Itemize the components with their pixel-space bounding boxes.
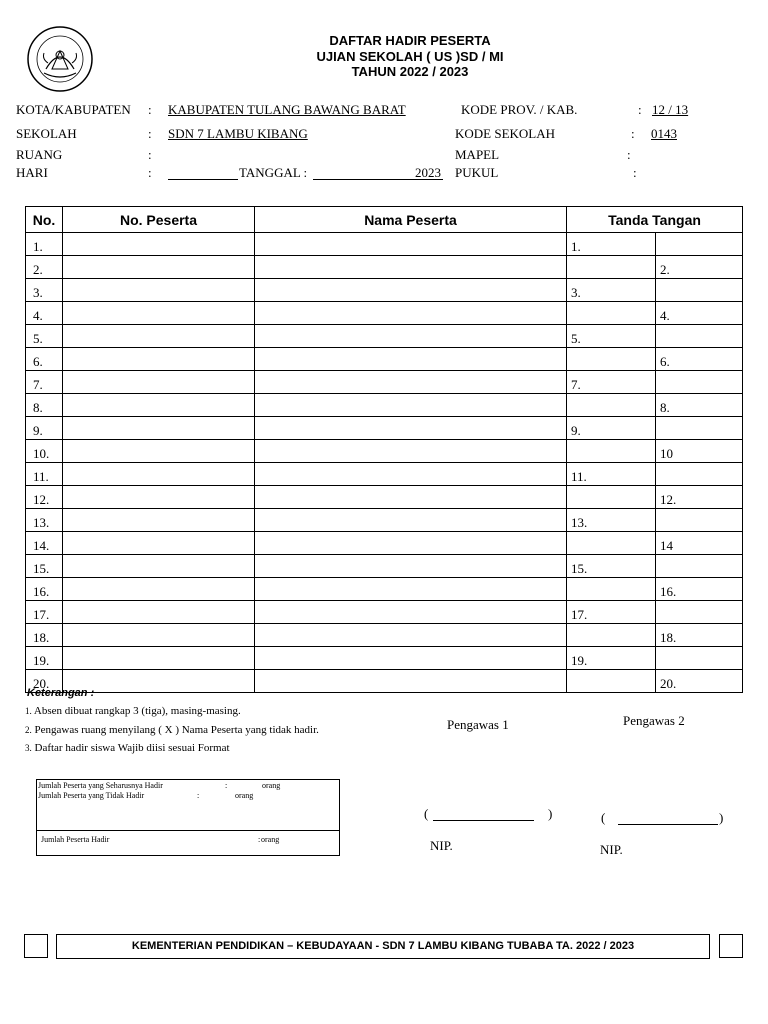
no-peserta-cell [63, 601, 255, 624]
signature-cell-right [656, 509, 743, 532]
summary-unit: orang [262, 781, 281, 790]
colon: : [148, 165, 152, 180]
attendance-rows [26, 233, 743, 693]
signature-cell-right: 10 [656, 440, 743, 463]
signature-cell-left: 1. [567, 233, 656, 256]
notes-title: Keterangan : [27, 687, 95, 699]
pengawas-1-nip: NIP. [430, 838, 453, 853]
table-header-row [26, 207, 743, 233]
row-number: 3. [26, 279, 63, 302]
no-peserta-cell [63, 348, 255, 371]
header-no-peserta: No. Peserta [63, 207, 255, 233]
no-peserta-cell [63, 417, 255, 440]
row-number: 18. [26, 624, 63, 647]
nama-peserta-cell [255, 555, 567, 578]
row-number: 17. [26, 601, 63, 624]
signature-cell-right: 6. [656, 348, 743, 371]
mapel-label: MAPEL [455, 147, 500, 162]
signature-cell-right: 4. [656, 302, 743, 325]
signature-cell-right [656, 371, 743, 394]
signature-cell-left [567, 486, 656, 509]
header-nama-peserta: Nama Peserta [255, 207, 567, 233]
colon: : [258, 835, 261, 844]
summary-divider [37, 830, 339, 831]
table-row [26, 486, 743, 509]
signature-cell-left [567, 670, 656, 693]
nama-peserta-cell [255, 233, 567, 256]
nama-peserta-cell [255, 371, 567, 394]
signature-cell-right [656, 325, 743, 348]
attendance-summary-box [36, 779, 340, 856]
footer-banner: KEMENTERIAN PENDIDIKAN – KEBUDAYAAN - SDN 7 LAMBU KIBANG TUBABA TA. 2022 / 2023 [56, 934, 710, 959]
signature-cell-right: 8. [656, 394, 743, 417]
nama-peserta-cell [255, 670, 567, 693]
signature-cell-left: 15. [567, 555, 656, 578]
header-no: No. [26, 207, 63, 233]
row-number: 2. [26, 256, 63, 279]
signature-cell-right: 18. [656, 624, 743, 647]
footer-left-square [24, 934, 48, 958]
nama-peserta-cell [255, 647, 567, 670]
exam-name: UJIAN SEKOLAH ( US )SD / MI [316, 49, 504, 64]
signature-cell-right: 16. [656, 578, 743, 601]
nama-peserta-cell [255, 348, 567, 371]
row-number: 9. [26, 417, 63, 440]
row-number: 16. [26, 578, 63, 601]
open-paren: ( [424, 806, 429, 821]
kode-prov-value: 12 / 13 [652, 102, 689, 117]
signature-cell-left: 5. [567, 325, 656, 348]
summary-present-label: Jumlah Peserta Hadir [41, 835, 110, 844]
signature-cell-left: 19. [567, 647, 656, 670]
signature-cell-left [567, 440, 656, 463]
no-peserta-cell [63, 302, 255, 325]
signature-cell-right [656, 601, 743, 624]
no-peserta-cell [63, 532, 255, 555]
hari-label: HARI [16, 165, 48, 180]
no-peserta-cell [63, 578, 255, 601]
kode-sekolah-value: 0143 [651, 126, 677, 141]
summary-expected-label: Jumlah Peserta yang Seharusnya Hadir [38, 781, 163, 790]
nama-peserta-cell [255, 302, 567, 325]
signature-cell-left [567, 394, 656, 417]
table-row [26, 624, 743, 647]
signature-cell-right [656, 279, 743, 302]
signature-cell-right: 12. [656, 486, 743, 509]
no-peserta-cell [63, 509, 255, 532]
table-row [26, 463, 743, 486]
row-number: 13. [26, 509, 63, 532]
no-peserta-cell [63, 463, 255, 486]
signature-cell-right [656, 555, 743, 578]
tanggal-label: TANGGAL : [239, 165, 308, 180]
nama-peserta-cell [255, 509, 567, 532]
nama-peserta-cell [255, 417, 567, 440]
footer-right-square [719, 934, 743, 958]
kota-label: KOTA/KABUPATEN [16, 102, 131, 117]
no-peserta-cell [63, 624, 255, 647]
open-paren: ( [601, 810, 606, 825]
table-row [26, 256, 743, 279]
table-row [26, 647, 743, 670]
pengawas-2-signature-line [618, 824, 718, 825]
pengawas-2-nip: NIP. [600, 842, 623, 857]
colon: : [197, 791, 200, 800]
row-number: 7. [26, 371, 63, 394]
close-paren: ) [719, 810, 724, 825]
row-number: 1. [26, 233, 63, 256]
note-item: 1. Absen dibuat rangkap 3 (tiga), masing-masing. [25, 705, 241, 717]
signature-cell-left [567, 624, 656, 647]
signature-cell-left: 3. [567, 279, 656, 302]
colon: : [148, 147, 152, 162]
colon: : [627, 147, 631, 162]
no-peserta-cell [63, 256, 255, 279]
summary-absent-label: Jumlah Peserta yang Tidak Hadir [38, 791, 145, 800]
school-year: TAHUN 2022 / 2023 [351, 64, 469, 79]
pengawas-1-signature-line [433, 820, 534, 821]
table-row [26, 302, 743, 325]
signature-cell-left: 11. [567, 463, 656, 486]
signature-cell-left [567, 348, 656, 371]
table-row [26, 601, 743, 624]
no-peserta-cell [63, 279, 255, 302]
kode-prov-label: KODE PROV. / KAB. [461, 102, 578, 117]
signature-cell-right [656, 233, 743, 256]
pengawas-2-label: Pengawas 2 [623, 713, 685, 728]
close-paren: ) [548, 806, 553, 821]
colon: : [638, 102, 642, 117]
colon: : [631, 126, 635, 141]
row-number: 12. [26, 486, 63, 509]
row-number: 20. [26, 670, 63, 693]
row-number: 8. [26, 394, 63, 417]
no-peserta-cell [63, 647, 255, 670]
hari-blank-line [168, 179, 238, 180]
note-item: 3. Daftar hadir siswa Wajib diisi sesuai Format [25, 742, 230, 754]
signature-cell-right [656, 417, 743, 440]
signature-cell-left [567, 256, 656, 279]
row-number: 14. [26, 532, 63, 555]
ruang-label: RUANG [16, 147, 63, 162]
nama-peserta-cell [255, 486, 567, 509]
nama-peserta-cell [255, 578, 567, 601]
signature-cell-right: 2. [656, 256, 743, 279]
sekolah-value: SDN 7 LAMBU KIBANG [168, 126, 308, 141]
signature-cell-left [567, 302, 656, 325]
row-number: 11. [26, 463, 63, 486]
table-row [26, 509, 743, 532]
table-row [26, 348, 743, 371]
nama-peserta-cell [255, 325, 567, 348]
attendance-table [25, 206, 743, 693]
table-row [26, 371, 743, 394]
no-peserta-cell [63, 394, 255, 417]
signature-cell-left: 7. [567, 371, 656, 394]
colon: : [633, 165, 637, 180]
table-row [26, 532, 743, 555]
document-title: DAFTAR HADIR PESERTA [329, 33, 491, 48]
tanggal-year: 2023 [415, 165, 441, 180]
signature-cell-left: 9. [567, 417, 656, 440]
pengawas-1-label: Pengawas 1 [447, 717, 509, 732]
row-number: 4. [26, 302, 63, 325]
kode-sekolah-label: KODE SEKOLAH [455, 126, 556, 141]
row-number: 6. [26, 348, 63, 371]
row-number: 19. [26, 647, 63, 670]
summary-unit: orang [235, 791, 254, 800]
header-tanda-tangan: Tanda Tangan [567, 207, 743, 233]
nama-peserta-cell [255, 394, 567, 417]
signature-cell-right [656, 647, 743, 670]
nama-peserta-cell [255, 440, 567, 463]
table-row [26, 325, 743, 348]
nama-peserta-cell [255, 256, 567, 279]
table-row [26, 233, 743, 256]
signature-cell-left [567, 532, 656, 555]
nama-peserta-cell [255, 279, 567, 302]
nama-peserta-cell [255, 463, 567, 486]
nama-peserta-cell [255, 532, 567, 555]
no-peserta-cell [63, 371, 255, 394]
no-peserta-cell [63, 440, 255, 463]
table-row [26, 279, 743, 302]
summary-unit: orang [261, 835, 280, 844]
colon: : [225, 781, 228, 790]
row-number: 10. [26, 440, 63, 463]
no-peserta-cell [63, 325, 255, 348]
signature-cell-right [656, 463, 743, 486]
colon: : [148, 126, 152, 141]
no-peserta-cell [63, 555, 255, 578]
note-item: 2. Pengawas ruang menyilang ( X ) Nama Peserta yang tidak hadir. [25, 724, 319, 736]
table-row [26, 578, 743, 601]
table-row [26, 394, 743, 417]
table-row [26, 670, 743, 693]
table-row [26, 555, 743, 578]
colon: : [148, 102, 152, 117]
no-peserta-cell [63, 233, 255, 256]
table-row [26, 417, 743, 440]
signature-cell-left [567, 578, 656, 601]
signature-cell-left: 17. [567, 601, 656, 624]
row-number: 15. [26, 555, 63, 578]
kota-value: KABUPATEN TULANG BAWANG BARAT [168, 102, 406, 117]
row-number: 5. [26, 325, 63, 348]
no-peserta-cell [63, 486, 255, 509]
signature-cell-right: 14 [656, 532, 743, 555]
tut-wuri-handayani-logo [26, 25, 94, 93]
nama-peserta-cell [255, 601, 567, 624]
table-row [26, 440, 743, 463]
signature-cell-left: 13. [567, 509, 656, 532]
nama-peserta-cell [255, 624, 567, 647]
sekolah-label: SEKOLAH [16, 126, 77, 141]
signature-cell-right: 20. [656, 670, 743, 693]
pukul-label: PUKUL [455, 165, 499, 180]
